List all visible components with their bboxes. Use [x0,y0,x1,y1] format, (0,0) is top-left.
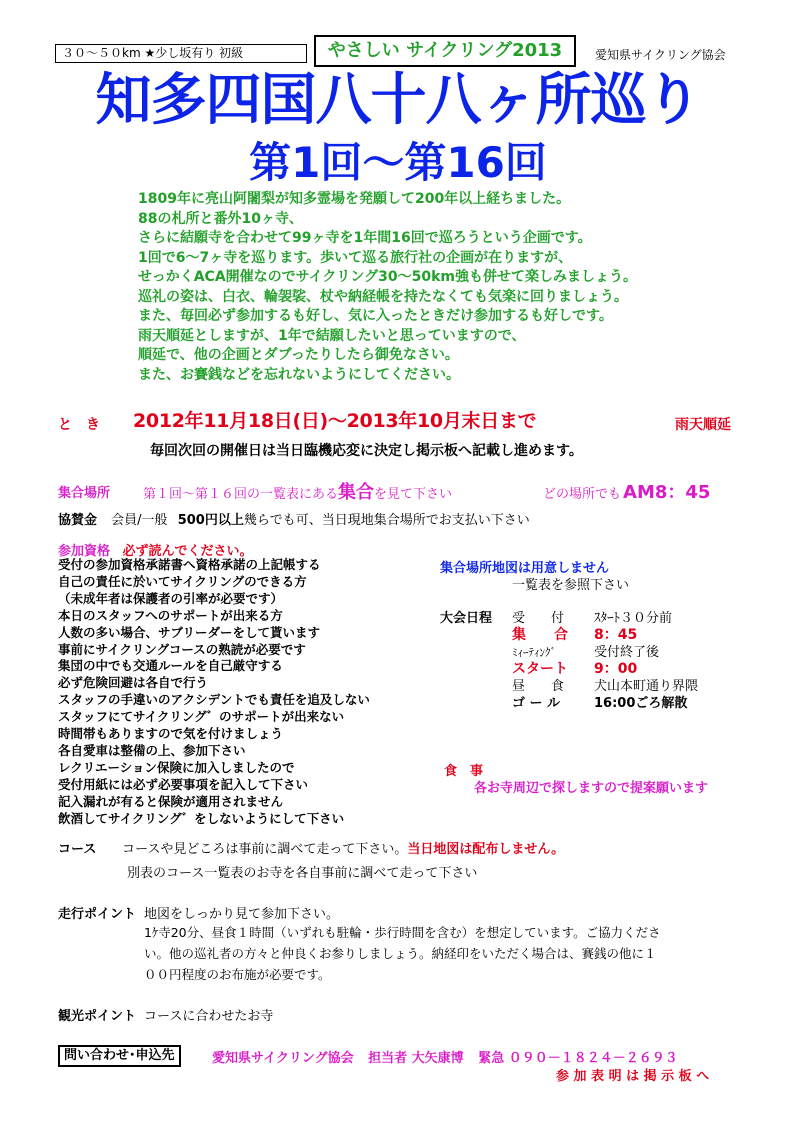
schedule-value: 16:00ごろ解散 [594,696,688,711]
fee-text: 会員/一般 [111,513,168,528]
qualification-label: 参加資格 [58,544,111,559]
intro-line: 雨天順延としますが、1年で結願したいと思っていますので、 [138,327,526,344]
qualification-item: 受付用紙には必ず必要事項を記入して下さい [58,776,309,792]
qualification-list [58,557,370,828]
when-label: と き [58,417,100,433]
contact-person-label: 担当者 [368,1051,408,1066]
intro-line: 1回で6～7ヶ寺を巡ります。歩いて巡る旅行社の企画が在りますが、 [138,249,573,266]
schedule-value: 8：45 [594,627,638,643]
qualification-item: 時間帯もありますので気を付けましょう [58,726,284,742]
qualification-item: 記入漏れが有ると保険が適用されません [58,793,284,809]
schedule-label: 大会日程 [440,611,493,626]
contact-urgent: 緊急 [478,1051,505,1066]
intro-line: 巡礼の姿は、白衣、輪袈裟、杖や納経帳を持たなくても気楽に回りましょう。 [138,288,628,305]
intro-line: 順延で、他の企画とダブったりしたら御免なさい。 [138,347,459,363]
course-text: コースや見どころは事前に調べて走って下さい。 [122,842,408,857]
qualification-item: 必ず危険回避は各自で行う [58,675,209,691]
qualification-item: 人数の多い場合、サブリーダーをして貰います [58,624,321,640]
meal-text: 各お寺周辺で探しますので提案願います [474,781,709,796]
course-line [58,838,564,857]
meeting-time [543,478,710,504]
intro-paragraph [138,190,637,385]
intro-line: また、毎回必ず参加するも好し、気に入ったときだけ参加するも好しです。 [138,308,613,324]
qualification-item: （未成年者は保護者の引率が必要です） [58,590,284,606]
contact-org: 愛知県サイクリング協会 [212,1051,354,1066]
qualification-item: スタッフの手違いのアクシデントでも責任を追及しない [58,692,370,708]
rain-note: 雨天順延 [675,417,731,433]
meeting-time-value: AM8：45 [623,482,711,503]
qualification-item: レクリエーション保険に加入しましたので [58,759,295,775]
ride-points-detail-line: 1ｹ寺20分、昼食１時間（いずれも駐輪・歩行時間を含む）を想定しています。ご協力くださ [144,925,661,940]
schedule-key: ゴ ー ル [512,696,561,711]
intro-line: せっかくACA開催なのでサイクリング30～50km強も併せて楽しみましょう。 [138,269,637,285]
series-label-box [314,35,576,67]
schedule-note: 毎回次回の開催日は当日臨機応変に決定し掲示板へ記載し進めます。 [150,443,583,459]
schedule-key: 集 合 [512,627,568,643]
ride-points-text: 地図をしっかり見て参加下さい。 [144,907,340,922]
ride-points-label: 走行ポイント [58,907,137,922]
schedule-row-goal [512,692,687,711]
page-subtitle: 第1回～第16回 [249,138,547,187]
intro-line: 88の札所と番外10ヶ寺、 [138,210,303,227]
qualification-item: スタッフにてサイクリング゛のサポートが出来ない [58,709,345,725]
series-label: やさしい サイクリング2013 [327,40,563,61]
page-title: 知多四国八十八ヶ所巡り [95,68,701,133]
organizer: 愛知県サイクリング協会 [595,48,726,62]
course-line-2: 別表のコース一覧表のお寺を各自事前に調べて走って下さい [127,866,478,881]
event-dates: 2012年11月18日(日)～2013年10月末日まで [133,410,537,432]
schedule-key: ﾐｨｰﾃｨﾝｸﾞ [512,646,556,659]
map-label: 集合場所地図は用意しません [440,561,610,576]
sightseeing-text: コースに合わせたお寺 [144,1009,274,1024]
level-box [55,44,307,63]
meeting-text [143,478,452,504]
course-label: コース [58,842,97,857]
meeting-label: 集合場所 [58,486,111,501]
qualification-must: 必ず読んでください。 [122,544,253,559]
schedule-value: ｽﾀｰﾄ３０分前 [594,611,673,626]
sightseeing-line [58,1005,273,1024]
map-text: 一覧表を参照下さい [512,578,630,593]
intro-line: 1809年に亮山阿闍梨が知多霊場を発願して200年以上経ちました。 [138,191,571,207]
contact-label-box [58,1045,181,1067]
course-emph: 当日地図は配布しません。 [407,842,565,857]
intro-line: さらに結願寺を合わせて99ヶ寺を1年間16回で巡ろうという企画です。 [138,230,592,246]
qualification-item: 飲酒してサイクリング゛をしないようにして下さい [58,810,345,826]
meal-label: 食 事 [444,764,484,779]
sightseeing-label: 観光ポイント [58,1009,137,1024]
contact-phone: ０９０－１８２４－２６９３ [508,1051,678,1066]
meeting-text-suffix: を見て下さい [374,487,453,502]
ride-points-detail-line: ００円程度のお布施が必要です。 [144,967,331,982]
qualification-item: 受付の参加資格承諾書へ資格承諾の上記帳する [58,557,321,572]
contact-line [212,1047,678,1066]
intro-line: また、お賽銭などを忘れないようにしてください。 [138,366,460,383]
schedule-value: 9：00 [594,661,638,677]
contact-note: 参 加 表 明 は 掲 示 板 へ [556,1069,710,1084]
schedule-value: 犬山本町通り界隈 [594,679,699,694]
meeting-text-emph: 集合 [338,482,375,503]
level-text: ３０～５０km ★少し坂有り 初級 [62,46,244,60]
contact-person: 大矢康博 [411,1051,464,1066]
meeting-text-prefix: 第１回～第１６回の一覧表にある [143,487,339,502]
fee-amount: 500円以上 [177,513,244,528]
qualification-item: 各自愛車は整備の上、参加下さい [58,742,246,758]
qualification-item: 本日のスタッフへのサポートが出来る方 [58,607,283,623]
schedule-key: スタート [512,661,568,677]
schedule-value: 受付終了後 [594,645,660,660]
qualification-item: 自己の責任に於いてサイクリングのできる方 [58,573,307,589]
meeting-time-prefix: どの場所でも [543,487,622,502]
qualification-item: 事前にサイクリングコースの熟読が必要です [58,641,306,657]
ride-points-detail [144,922,661,985]
fee-rest: 幾らでも可、当日現地集合場所でお支払い下さい [243,513,530,528]
schedule-key: 昼 食 [512,679,565,694]
ride-points-detail-line: い。他の巡礼者の方々と仲良くお参りしましょう。納経印をいただく場合は、賽銭の他に１ [144,946,657,961]
fee-label: 協賛金 [58,513,98,528]
qualification-item: 集団の中でも交通ルールを自己厳守する [58,658,283,674]
fee-line [58,509,530,528]
ride-points-line [58,903,339,922]
contact-label: 問い合わせ･申込先 [64,1048,175,1063]
schedule-key: 受 付 [512,611,565,626]
